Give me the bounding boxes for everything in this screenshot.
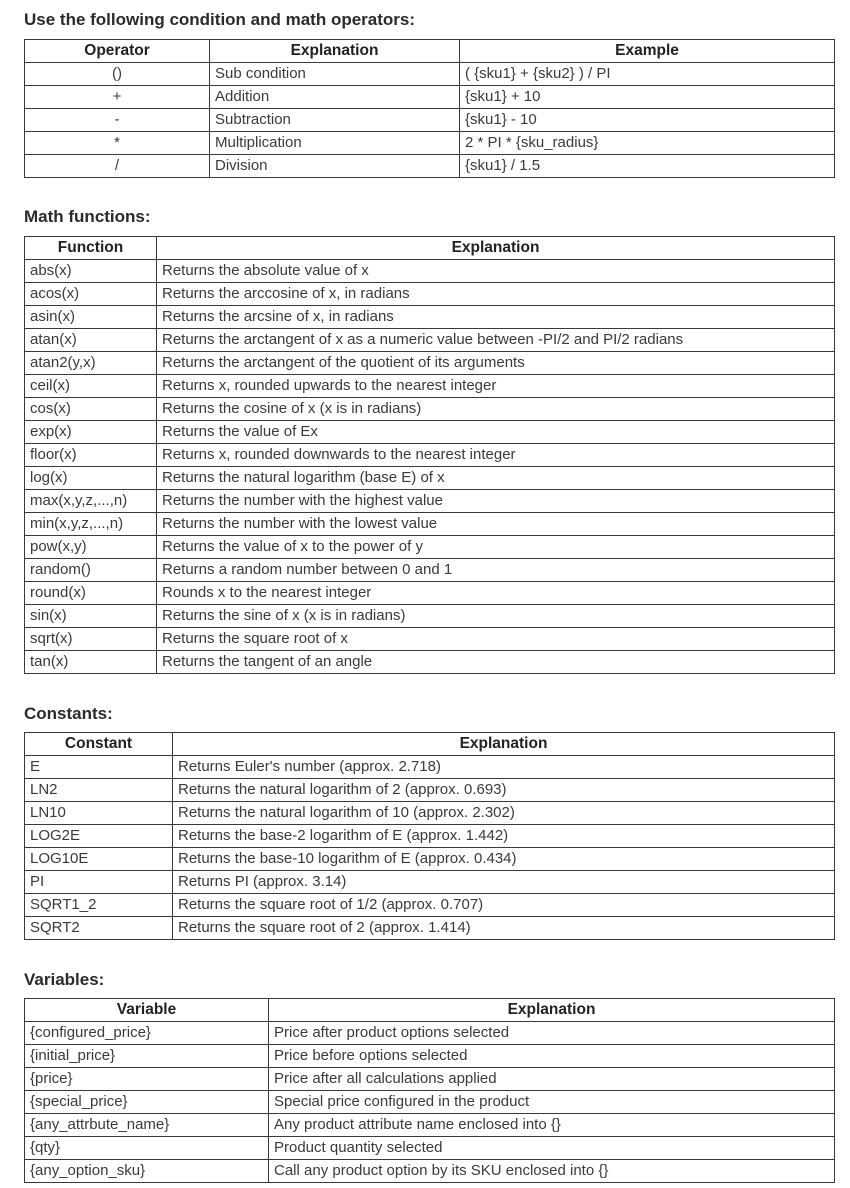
functions-cell: log(x) xyxy=(25,467,157,490)
constants-cell: LOG10E xyxy=(25,848,173,871)
variables-cell: Any product attribute name enclosed into {} xyxy=(269,1114,835,1137)
operators-row xyxy=(25,109,835,132)
functions-cell: cos(x) xyxy=(25,398,157,421)
functions-cell: Returns the value of Ex xyxy=(157,421,835,444)
variables-row xyxy=(25,1114,835,1137)
variables-header-explanation: Explanation xyxy=(269,999,835,1022)
functions-cell: Returns x, rounded upwards to the nearest integer xyxy=(157,375,835,398)
functions-row xyxy=(25,283,835,306)
functions-row xyxy=(25,490,835,513)
operators-cell: 2 * PI * {sku_radius} xyxy=(460,132,835,155)
functions-cell: sqrt(x) xyxy=(25,628,157,651)
functions-cell: abs(x) xyxy=(25,260,157,283)
variables-cell: Special price configured in the product xyxy=(269,1091,835,1114)
functions-row xyxy=(25,260,835,283)
operators-table xyxy=(24,39,835,178)
operators-cell: Sub condition xyxy=(210,63,460,86)
operators-cell: + xyxy=(25,86,210,109)
functions-cell: Rounds x to the nearest integer xyxy=(157,582,835,605)
constants-table xyxy=(24,732,835,940)
functions-cell: asin(x) xyxy=(25,306,157,329)
constants-cell: E xyxy=(25,756,173,779)
constants-row xyxy=(25,917,835,940)
variables-header-variable: Variable xyxy=(25,999,269,1022)
functions-cell: min(x,y,z,...,n) xyxy=(25,513,157,536)
functions-cell: atan2(y,x) xyxy=(25,352,157,375)
constants-cell: Returns the base-2 logarithm of E (approx. 1.442) xyxy=(173,825,835,848)
constants-cell: LN2 xyxy=(25,779,173,802)
constants-cell: Returns Euler's number (approx. 2.718) xyxy=(173,756,835,779)
variables-cell: Price after all calculations applied xyxy=(269,1068,835,1091)
constants-cell: SQRT2 xyxy=(25,917,173,940)
functions-cell: Returns x, rounded downwards to the nearest integer xyxy=(157,444,835,467)
variables-cell: Price after product options selected xyxy=(269,1022,835,1045)
functions-row xyxy=(25,467,835,490)
functions-cell: Returns a random number between 0 and 1 xyxy=(157,559,835,582)
functions-cell: Returns the square root of x xyxy=(157,628,835,651)
constants-cell: Returns the base-10 logarithm of E (approx. 0.434) xyxy=(173,848,835,871)
functions-cell: Returns the sine of x (x is in radians) xyxy=(157,605,835,628)
constants-row xyxy=(25,825,835,848)
constants-row xyxy=(25,871,835,894)
functions-cell: pow(x,y) xyxy=(25,536,157,559)
functions-row xyxy=(25,421,835,444)
variables-cell: {configured_price} xyxy=(25,1022,269,1045)
constants-row xyxy=(25,756,835,779)
functions-cell: Returns the cosine of x (x is in radians) xyxy=(157,398,835,421)
variables-cell: {qty} xyxy=(25,1137,269,1160)
functions-row xyxy=(25,513,835,536)
functions-row xyxy=(25,375,835,398)
operators-header-row xyxy=(25,40,835,63)
variables-table xyxy=(24,998,835,1183)
variables-row xyxy=(25,1160,835,1183)
functions-header-row xyxy=(25,237,835,260)
functions-cell: acos(x) xyxy=(25,283,157,306)
operators-cell: () xyxy=(25,63,210,86)
variables-body xyxy=(25,1022,835,1183)
operators-row xyxy=(25,155,835,178)
functions-row xyxy=(25,559,835,582)
operators-cell: / xyxy=(25,155,210,178)
operators-header-explanation: Explanation xyxy=(210,40,460,63)
functions-cell: ceil(x) xyxy=(25,375,157,398)
functions-row xyxy=(25,628,835,651)
operators-cell: Subtraction xyxy=(210,109,460,132)
constants-cell: PI xyxy=(25,871,173,894)
constants-header-constant: Constant xyxy=(25,733,173,756)
operators-row xyxy=(25,63,835,86)
operators-cell: {sku1} - 10 xyxy=(460,109,835,132)
variables-cell: Price before options selected xyxy=(269,1045,835,1068)
variables-row xyxy=(25,1068,835,1091)
constants-cell: Returns the square root of 2 (approx. 1.414) xyxy=(173,917,835,940)
functions-row xyxy=(25,651,835,674)
constants-cell: Returns the natural logarithm of 10 (approx. 2.302) xyxy=(173,802,835,825)
constants-row xyxy=(25,779,835,802)
functions-row xyxy=(25,329,835,352)
functions-cell: Returns the arctangent of x as a numeric value between -PI/2 and PI/2 radians xyxy=(157,329,835,352)
functions-row xyxy=(25,306,835,329)
functions-table xyxy=(24,236,835,674)
operators-cell: Multiplication xyxy=(210,132,460,155)
functions-cell: round(x) xyxy=(25,582,157,605)
constants-cell: Returns the natural logarithm of 2 (approx. 0.693) xyxy=(173,779,835,802)
operators-cell: {sku1} + 10 xyxy=(460,86,835,109)
functions-cell: atan(x) xyxy=(25,329,157,352)
functions-header-function: Function xyxy=(25,237,157,260)
operators-header-example: Example xyxy=(460,40,835,63)
functions-row xyxy=(25,536,835,559)
functions-row xyxy=(25,582,835,605)
operators-cell: ( {sku1} + {sku2} ) / PI xyxy=(460,63,835,86)
constants-cell: LN10 xyxy=(25,802,173,825)
constants-row xyxy=(25,802,835,825)
variables-row xyxy=(25,1091,835,1114)
constants-cell: Returns the square root of 1/2 (approx. 0.707) xyxy=(173,894,835,917)
functions-row xyxy=(25,398,835,421)
variables-header-row xyxy=(25,999,835,1022)
functions-row xyxy=(25,605,835,628)
variables-cell: Product quantity selected xyxy=(269,1137,835,1160)
variables-cell: {special_price} xyxy=(25,1091,269,1114)
functions-cell: Returns the arctangent of the quotient of its arguments xyxy=(157,352,835,375)
functions-cell: tan(x) xyxy=(25,651,157,674)
constants-header-row xyxy=(25,733,835,756)
constants-cell: SQRT1_2 xyxy=(25,894,173,917)
constants-section-title: Constants: xyxy=(24,704,113,723)
variables-cell: {any_attrbute_name} xyxy=(25,1114,269,1137)
functions-cell: sin(x) xyxy=(25,605,157,628)
constants-cell: LOG2E xyxy=(25,825,173,848)
variables-row xyxy=(25,1045,835,1068)
variables-row xyxy=(25,1022,835,1045)
functions-cell: Returns the arccosine of x, in radians xyxy=(157,283,835,306)
variables-section-title: Variables: xyxy=(24,970,105,989)
functions-cell: Returns the tangent of an angle xyxy=(157,651,835,674)
variables-cell: {any_option_sku} xyxy=(25,1160,269,1183)
functions-cell: floor(x) xyxy=(25,444,157,467)
operators-cell: Division xyxy=(210,155,460,178)
functions-row xyxy=(25,352,835,375)
operators-cell: {sku1} / 1.5 xyxy=(460,155,835,178)
constants-cell: Returns PI (approx. 3.14) xyxy=(173,871,835,894)
operators-cell: * xyxy=(25,132,210,155)
operators-cell: - xyxy=(25,109,210,132)
constants-header-explanation: Explanation xyxy=(173,733,835,756)
functions-section-title: Math functions: xyxy=(24,207,151,226)
operators-row xyxy=(25,86,835,109)
constants-body xyxy=(25,756,835,940)
functions-cell: Returns the number with the lowest value xyxy=(157,513,835,536)
constants-row xyxy=(25,848,835,871)
operators-row xyxy=(25,132,835,155)
functions-body xyxy=(25,260,835,674)
variables-cell: {initial_price} xyxy=(25,1045,269,1068)
functions-cell: Returns the natural logarithm (base E) of x xyxy=(157,467,835,490)
constants-row xyxy=(25,894,835,917)
functions-row xyxy=(25,444,835,467)
functions-cell: random() xyxy=(25,559,157,582)
functions-cell: Returns the number with the highest value xyxy=(157,490,835,513)
operators-section-title: Use the following condition and math operators: xyxy=(24,10,416,29)
functions-cell: Returns the arcsine of x, in radians xyxy=(157,306,835,329)
variables-cell: Call any product option by its SKU enclosed into {} xyxy=(269,1160,835,1183)
operators-body xyxy=(25,63,835,178)
functions-cell: Returns the absolute value of x xyxy=(157,260,835,283)
operators-cell: Addition xyxy=(210,86,460,109)
functions-header-explanation: Explanation xyxy=(157,237,835,260)
variables-row xyxy=(25,1137,835,1160)
functions-cell: exp(x) xyxy=(25,421,157,444)
variables-cell: {price} xyxy=(25,1068,269,1091)
operators-header-operator: Operator xyxy=(25,40,210,63)
functions-cell: max(x,y,z,...,n) xyxy=(25,490,157,513)
functions-cell: Returns the value of x to the power of y xyxy=(157,536,835,559)
